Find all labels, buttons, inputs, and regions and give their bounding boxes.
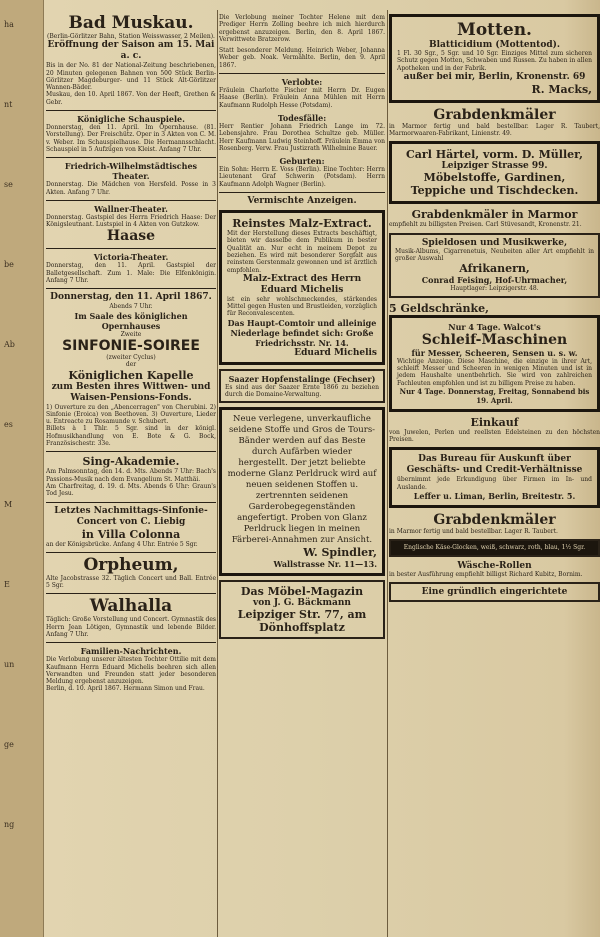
soiree-title: SINFONIE-SOIREE [62,337,200,354]
ad-walhalla [46,597,216,638]
ad-body: Wichtige Anzeige. Diese Maschine, die einzige in ihrer Art, schleift Messer und Scheeren in wenigen Minuten und ist in jedem Haushalte unentbehrlich. Sie wird von zahlreichen Fachleuten empfohlen und ist zu billigem Preise zu haben. [397,357,592,387]
theatre-victoria [46,252,216,284]
ad-lead: Nur 4 Tage. Walcot's [448,321,541,332]
ad-haertel [389,141,600,204]
edge-text: Ab [4,340,15,349]
column-left [46,14,216,937]
ad-title: Grabdenkmäler [433,106,556,123]
ad-body: Am Charfreitag, d. 19. d. Mts. Abends 6 Uhr: Graun's Tod Jesu. [46,482,216,498]
ad-firm: Leffer u. Liman, Berlin, Breitestr. 5. [413,491,576,502]
ad-eingerichtet: Eine gründlich eingerichtete [389,582,600,602]
ad-body: ist ein sehr wohlschmeckendes, stärkendes Mittel gegen Husten und Brustleiden, vorzüglich für Reconvalescenten. [227,295,377,318]
concert-date: Donnerstag, den 11. April 1867. [50,292,212,303]
soiree-kapelle: Königlichen Kapelle [68,368,194,382]
ad-sub: für Messer, Scheeren, Sensen u. s. w. [411,347,578,358]
ad-waescherollen [389,561,600,578]
ad-title: Letztes Nachmittags-Sinfonie-Concert von C. Liebig [54,505,208,527]
ad-body: in Marmor fertig und bald bestellbar. Lager R. Taubert. [389,528,558,536]
section-title: Geburten: [279,156,325,167]
ad-title: Saazer Hopfenstalinge (Fechser) [228,373,376,384]
engagements: Fräulein Charlotte Fischer mit Herrn Dr. Eugen Haase (Berlin). Fräulein Anna Mühlen mit Herrn Kaufmann Rudolph Hesse (Potsdam). [219,87,385,109]
ad-address: Hauptlager: Leipzigerstr. 48. [450,285,539,293]
ad-kaeseglocken: Englische Käse-Glocken, weiß, schwarz, roth, blau, 1½ Sgr. [389,539,600,556]
ad-body: Neue verlegene, unverkaufliche seidene Stoffe und Gros de Tours-Bänder werden auf das Beste durch Aufärben wieder hergestellt. Der jetzt beliebte moderne Glanz Perldruck wird auf neuen seidenen Stoffen u. zertrennten seidenen Garderobegegenständen angefertigt. Proben von Glanz Perldruck liegen in meinen Färberei-Annahmen zur Ansicht. [227,414,377,546]
ad-title: Bad Muskau. [68,14,194,33]
ad-malz-extract [219,210,385,365]
ad-bureau [389,447,600,508]
marriage-notice: Statt besonderer Meldung. Heinrich Weber, Johanna Weber geb. Noak. Vermählte. Berlin, den 9. April 1867. [219,47,385,69]
ad-geldschraenke: 5 Geldschränke, [389,301,490,315]
column-rule [387,10,388,937]
ad-goods: Möbelstoffe, Gardinen, Teppiche und Tischdecken. [410,171,579,198]
ad-body: Musik-Albums, Cigarrenetuis, Neuheiten aller Art empfiehlt in großer Auswahl [395,247,594,263]
column-rule [217,10,218,937]
edge-text: E [4,580,10,589]
ad-spindler [219,407,385,576]
ad-signature: Eduard Michelis [294,347,377,358]
ad-headline: Eröffnung der Saison am 15. Mai a. c. [47,40,215,62]
ad-sub: Blatticidium (Mottentod). [428,40,561,50]
edge-text: es [4,420,13,429]
family-announcements [46,646,216,692]
ad-schleifmaschinen [389,315,600,412]
section-signature: Berlin, d. 10. April 1867. Hermann Simon und Frau. [46,685,205,693]
ad-sinfonie-soiree [46,311,216,448]
ad-title: Sing-Akademie. [82,455,180,469]
ad-by: von J. G. Bäckmann [253,598,351,609]
edge-text: un [4,660,15,669]
ad-title: Orpheum, [83,554,179,575]
ad-body: in bester Ausführung empfiehlt billigst Richard Kubitz, Bornim. [389,570,583,578]
section-title: Friedrich-Wilhelmstädtisches Theater. [64,161,198,182]
edge-text: ha [4,20,14,29]
soiree-sub: (zweiter Cyclus) [106,353,156,361]
ad-body: übernimmt jede Erkundigung über Firmen im In- und Auslande. [397,476,592,491]
ad-body: empfiehlt zu billigsten Preisen. Carl Stüvesandt, Kronenstr. 21. [389,221,582,229]
ad-body: Mit der Herstellung dieses Extracts beschäftigt, bieten wir dasselbe dem Publikum in bester Qualität an. Nur echt in meinem Depot zu beziehen. Es wird mit besonderer Sorgfalt aus reinstem Gerstenmalz gewonnen und ist ärztlich empfohlen. [227,230,377,274]
einkauf-title: Einkauf [470,415,519,429]
ad-nachmittag-concert [46,506,216,548]
ad-title: Spieldosen und Musikwerke, [421,237,568,248]
ad-depot: Das Haupt-Comtoir und alleinige Niederlage befindet sich: Große Friedrichsstr. Nr. 14. [227,317,377,348]
ad-title: Schleif-Maschinen [421,331,568,348]
section-title: Wallner-Theater. [94,203,168,214]
einkauf-body: von Juwelen, Perlen und reellsten Edelsteinen zu den höchsten Preisen. [389,428,600,444]
ad-title: Grabdenkmäler [433,512,556,529]
family-notice: Die Verlobung meiner Tochter Helene mit dem Prediger Herrn Zolling beehre ich mich hierdurch ergebenst anzuzeigen. Berlin, den 8. April 1867. Verwittwete Bratzerow. [219,14,385,43]
ad-grabdenkmaeler [389,107,600,138]
edge-text: ge [4,740,14,749]
edge-text: ng [4,820,15,829]
ad-body: an der Königsbrücke. Anfang 4 Uhr. Entrée 5 Sgr. [46,540,198,548]
ad-firm: R. Macks, [531,82,592,96]
theatre-royal [46,114,216,153]
ad-venue: in Villa Colonna [81,527,181,541]
edge-text: be [4,260,14,269]
deaths: Herr Rentier Johann Friedrich Lange im 72. Lebensjahre. Frau Dorothea Schultze geb. Müller. Herr Kaufmann Ludwig Steinhoff. Fräulein Emma von Rosenberg. Verw. Frau Justizrath Wilhelmine Bauer. [219,122,385,152]
section-body: Donnerstag, den 11. April. Im Opernhause. (81. Vorstellung). Der Freischütz. Oper in 3 Akten von C. M. v. Weber. Im Schauspielhause. Die Hermannsschlacht. Schauspiel in 5 Aufzügen von Kleist. Anfang 7 Uhr. [46,124,216,153]
edge-text: nt [4,100,13,109]
theatre-wilhelm [46,161,216,196]
section-title: Verlobte: [281,77,323,88]
ad-address: außer bei mir, Berlin, Kronenstr. 69 [403,71,586,82]
ad-grabdenkmaeler-2 [389,208,600,228]
soiree-kind: Zweite [120,330,142,338]
edge-text: se [4,180,13,189]
ad-motten [389,14,600,103]
ad-orpheum [46,556,216,590]
ad-title: Wäsche-Rollen [457,560,532,571]
ad-title: Grabdenkmäler in Marmor [411,208,578,222]
ad-moebel-magazin [219,580,385,639]
actor-name: Haase [106,228,156,245]
ad-body: in Marmor fertig und bald bestellbar. Lager R. Taubert, Marmorwaaren-Fabrikant, Linienstr. 49. [389,122,600,138]
ad-title: Carl Härtel, vorm. D. Müller, [406,148,583,162]
ad-signature: Muskau, den 10. April 1867. Von der Heeft, Grethen & Gebr. [46,91,216,106]
soiree-venue: Im Saale des königlichen Opernhauses [74,310,188,331]
soiree-by: der [125,361,137,369]
births: Ein Sohn: Herrn E. Voss (Berlin). Eine Tochter: Herrn Lieutenant Graf Schwerin (Potsdam). Herrn Kaufmann Adolph Wagner (Berlin). [219,166,385,188]
theatre-wallner [46,204,216,245]
ad-address: Leipziger Strasse 99. [441,161,548,172]
ad-singakademie [46,455,216,497]
ad-title: Motten. [457,20,532,40]
section-title: Victoria-Theater. [93,252,169,263]
ad-body: Alte Jacobstrasse 32. Täglich Concert und Ball. Entrée 5 Sgr. [46,574,216,590]
ad-address: Leipziger Str. 77, am Dönhoffsplatz [237,608,367,635]
ad-footer: Nur 4 Tage. Donnerstag, Freitag, Sonnabend bis 19. April. [399,386,590,405]
ad-firm: Conrad Feising, Hof-Uhrmacher, [421,275,568,286]
ad-spieldosen [389,233,600,298]
ad-body: Täglich: Große Vorstellung und Concert. Gymnastik des Herrn Jean Lötigen, Gymnastik und lebende Bilder. Anfang 7 Uhr. [46,616,216,638]
edge-text: M [4,500,13,509]
ad-hopfen [219,369,385,404]
ad-sub: Malz-Extract des Herrn Eduard Michelis [242,273,362,295]
section-body: Donnerstag. Die Mädchen von Hersfeld. Posse in 3 Akten. Anfang 7 Uhr. [46,181,216,196]
ad-title: Walhalla [89,596,173,617]
ad-title: Reinstes Malz-Extract. [232,217,372,231]
ad-highlight: Afrikanern, [459,262,530,276]
ad-firm: W. Spindler, [303,546,377,560]
ad-bad-muskau [46,14,216,106]
ad-title: Das Möbel-Magazin [240,585,364,599]
column-middle [219,14,385,937]
concert-time: Abends 7 Uhr. [109,303,153,311]
section-body: Donnerstag. Gastspiel des Herrn Friedrich Haase: Der Königsleutnant. Lustspiel in 4 Akten von Gutzkow. [46,213,216,229]
section-body: Die Verlobung unserer ältesten Tochter Ottilie mit dem Kaufmann Herrn Eduard Michelis beehren sich allen Verwandten und Freunden statt jeder besonderen Meldung ergebenst anzuzeigen. [46,656,216,686]
section-title: Königliche Schauspiele. [77,114,185,125]
ad-body: Am Palmsonntag, den 14. d. Mts. Abends 7 Uhr: Bach's Passions-Musik nach dem Evangelium St. Matthäi. [46,468,216,483]
ad-body: 1 Fl. 30 Sgr., 5 Sgr. und 10 Sgr. Einziges Mittel zum sicheren Schutz gegen Motten, Schwaben und Russen. Zu haben in allen Apotheken und in der Fabrik. [397,50,592,72]
soiree-benefit: zum Besten ihres Wittwen- und Waisen-Pensions-Fonds. [51,381,211,403]
previous-page-edge [0,0,44,937]
ad-title: Das Bureau für Auskunft über Geschäfts- und Credit-Verhältnisse [406,454,583,476]
column-right [389,14,600,937]
ad-body: Bis in der No. 81 der National-Zeitung beschriebenen, 20 Minuten gelegenen Bahnen von 500 Stück Berlin-Görlitzer Magdeburger- und 11 Stück Alt-Görlitzer Wannen-Bäder. [46,62,216,92]
section-title: Todesfälle: [277,112,327,123]
ad-address: Wallstrasse Nr. 11—13. [273,559,377,570]
section-title: Familien-Nachrichten. [80,646,182,657]
ad-sub: (Berlin-Görlitzer Bahn, Station Weisswasser, 2 Meilen). [47,33,215,40]
section-body: Donnerstag, den 11. April. Gastspiel der Balletgesellschaft. Zum 1. Male: Die Elfenkönigin. Anfang 7 Uhr. [46,262,216,285]
misc-ads-heading: Vermischte Anzeigen. [247,196,357,207]
soiree-program: 1) Ouverture zu den „Abencerragen" von Cherubini. 2) Sinfonie (Eroica) von Beethoven. 3) Ouverture, Lieder u. Entreacte zu Rosamunde v. Schubert. [46,403,216,426]
ad-grabdenkmaeler-3 [389,512,600,535]
soiree-tickets: Billets à 1 Thlr. 5 Sgr. sind in der königl. Hofmusikhandlung von E. Bote & G. Bock, Französischestr. 33e. [46,425,216,448]
ad-body: Es sind aus der Saazer Ernte 1866 zu beziehen durch die Domaine-Verwaltung. [225,383,379,399]
